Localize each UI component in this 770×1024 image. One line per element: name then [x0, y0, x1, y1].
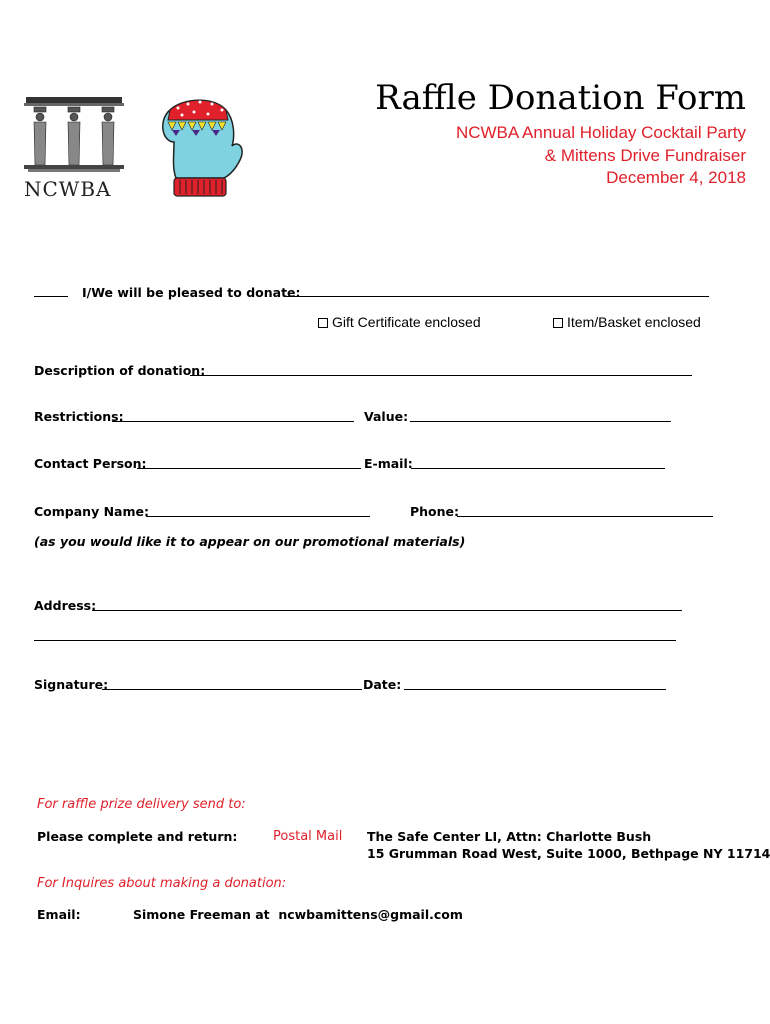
contact-person-field[interactable] [137, 468, 361, 469]
item-basket-checkbox[interactable] [553, 318, 563, 328]
gift-certificate-checkbox[interactable] [318, 318, 328, 328]
event-name: NCWBA Annual Holiday Cocktail Party [455, 123, 746, 142]
caryatid-columns-icon [24, 95, 124, 175]
donate-initials-field[interactable] [34, 296, 68, 297]
mitten-icon [152, 92, 248, 200]
signature-field[interactable] [102, 689, 362, 690]
donate-field[interactable] [285, 296, 709, 297]
company-name-label: Company Name: [34, 504, 149, 519]
value-label: Value: [364, 409, 409, 424]
email-field[interactable] [411, 468, 665, 469]
date-label: Date: [363, 677, 402, 692]
page-title: Raffle Donation Form [375, 78, 746, 118]
restrictions-field[interactable] [112, 421, 354, 422]
mitten-illustration [152, 92, 248, 200]
company-name-field[interactable] [146, 516, 370, 517]
event-subtitle: & Mittens Drive Fundraiser [544, 146, 746, 165]
item-basket-label: Item/Basket enclosed [567, 314, 701, 330]
return-label: Please complete and return: [37, 829, 238, 844]
ncwba-logo [24, 95, 124, 205]
address-field-line1[interactable] [92, 610, 682, 611]
postal-mail-label: Postal Mail [273, 829, 343, 844]
logo-text: NCWBA [24, 177, 112, 201]
contact-person-label: Contact Person: [34, 456, 147, 471]
phone-label: Phone: [410, 504, 460, 519]
value-field[interactable] [410, 421, 671, 422]
item-basket-option[interactable] [553, 314, 701, 330]
footer-email-label: Email: [37, 907, 81, 922]
description-label: Description of donation: [34, 363, 206, 378]
signature-label: Signature: [34, 677, 109, 692]
gift-certificate-label: Gift Certificate enclosed [332, 314, 481, 330]
address-label: Address: [34, 598, 97, 613]
event-date: December 4, 2018 [606, 168, 746, 187]
phone-field[interactable] [457, 516, 713, 517]
mailing-address-line1: The Safe Center LI, Attn: Charlotte Bush [367, 829, 652, 844]
address-field-line2[interactable] [34, 640, 676, 641]
company-note: (as you would like it to appear on our promotional materials) [34, 534, 466, 549]
email-label: E-mail: [364, 456, 413, 471]
donate-label: I/We will be pleased to donate: [82, 285, 301, 300]
date-field[interactable] [404, 689, 666, 690]
gift-certificate-option[interactable] [318, 314, 481, 330]
delivery-heading: For raffle prize delivery send to: [37, 797, 246, 812]
contact-info[interactable]: Simone Freeman at ncwbamittens@gmail.com [133, 907, 463, 922]
restrictions-label: Restrictions: [34, 409, 124, 424]
description-field[interactable] [190, 375, 692, 376]
inquiries-heading: For Inquires about making a donation: [37, 876, 287, 891]
mailing-address-line2: 15 Grumman Road West, Suite 1000, Bethpage NY 11714 [367, 846, 770, 861]
